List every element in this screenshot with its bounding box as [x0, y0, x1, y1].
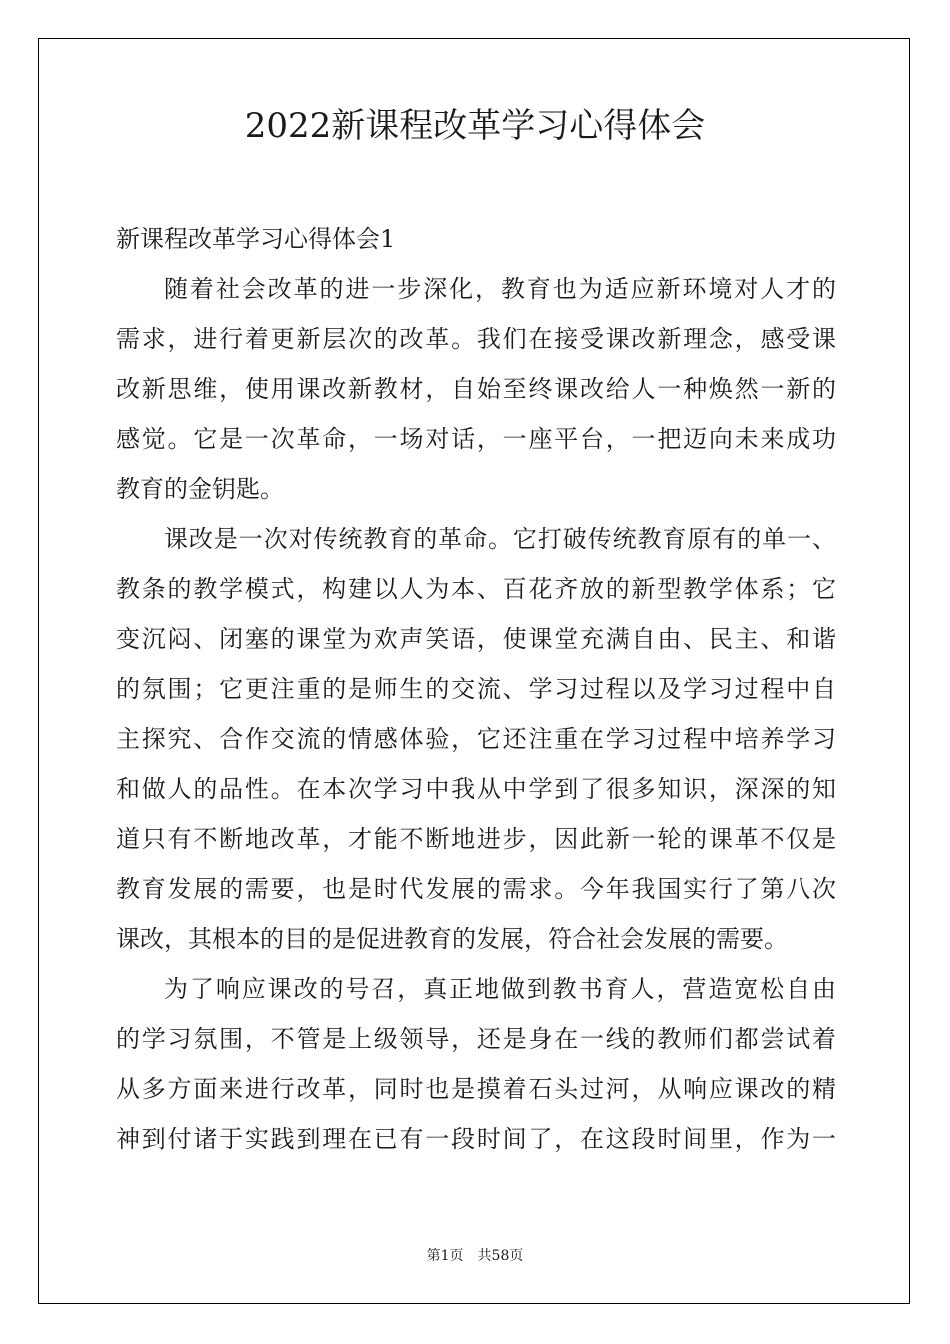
paragraph-line: 主探究、合作交流的情感体验，它还注重在学习过程中培养学习 [116, 725, 836, 753]
paragraph-line: 的学习氛围，不管是上级领导，还是身在一线的教师们都尝试着 [116, 1025, 836, 1053]
paragraph-line: 教育的金钥匙。 [116, 475, 284, 503]
paragraph-1 [116, 264, 836, 514]
paragraph-line: 和做人的品性。在本次学习中我从中学到了很多知识，深深的知 [116, 775, 836, 803]
paragraph-line: 感觉。它是一次革命，一场对话，一座平台，一把迈向未来成功 [116, 425, 836, 453]
paragraph-line: 教条的教学模式，构建以人为本、百花齐放的新型教学体系；它 [116, 575, 836, 603]
paragraph-line: 从多方面来进行改革，同时也是摸着石头过河，从响应课改的精 [116, 1075, 836, 1103]
document-title: 2022新课程改革学习心得体会 [244, 106, 706, 146]
page-total: 共58页 [477, 1248, 524, 1264]
page-footer [0, 1246, 950, 1266]
page-number: 第1页 [426, 1248, 464, 1264]
paragraph-line: 需求，进行着更新层次的改革。我们在接受课改新理念，感受课 [116, 325, 836, 353]
paragraph-line: 随着社会改革的进一步深化，教育也为适应新环境对人才的 [164, 275, 836, 303]
paragraph-line: 变沉闷、闭塞的课堂为欢声笑语，使课堂充满自由、民主、和谐 [116, 625, 836, 653]
paragraph-line: 课改，其根本的目的是促进教育的发展，符合社会发展的需要。 [116, 925, 788, 953]
document-body [116, 214, 836, 1164]
paragraph-line: 的氛围；它更注重的是师生的交流、学习过程以及学习过程中自 [116, 675, 836, 703]
paragraph-line: 神到付诸于实践到理在已有一段时间了，在这段时间里，作为一 [116, 1125, 836, 1153]
paragraph-line: 课改是一次对传统教育的革命。它打破传统教育原有的单一、 [164, 525, 836, 553]
paragraph-line: 为了响应课改的号召，真正地做到教书育人，营造宽松自由 [164, 975, 836, 1003]
paragraph-3 [116, 964, 836, 1164]
paragraph-line: 道只有不断地改革，才能不断地进步，因此新一轮的课革不仅是 [116, 825, 836, 853]
paragraph-line: 改新思维，使用课改新教材，自始至终课改给人一种焕然一新的 [116, 375, 836, 403]
paragraph-2 [116, 514, 836, 964]
paragraph-line: 教育发展的需要，也是时代发展的需求。今年我国实行了第八次 [116, 875, 836, 903]
section-heading: 新课程改革学习心得体会1 [116, 225, 396, 253]
